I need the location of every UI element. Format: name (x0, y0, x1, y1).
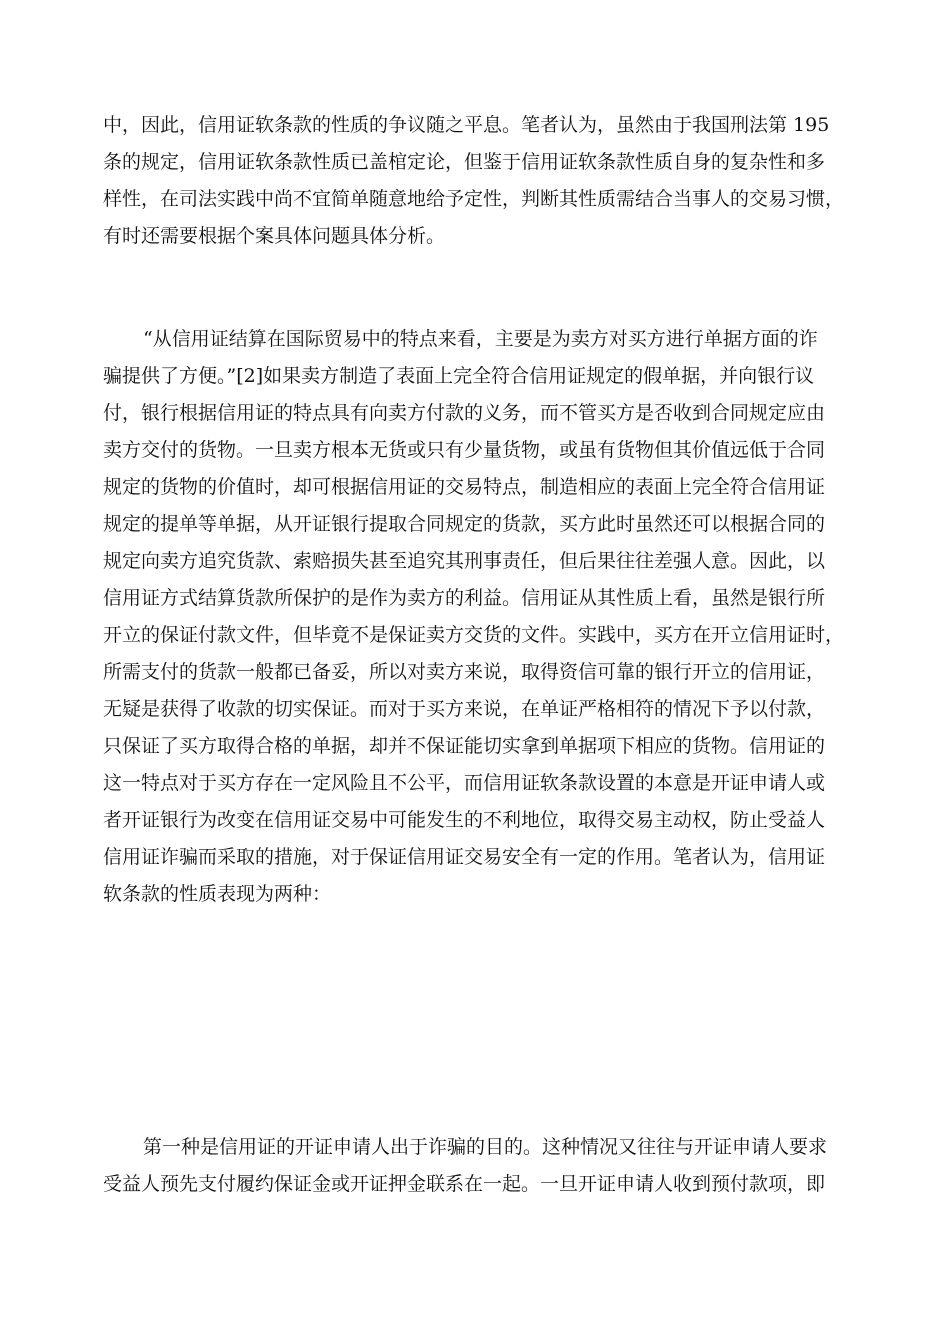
paragraph-2 (103, 321, 848, 913)
text-line: 软条款的性质表现为两种： (103, 883, 332, 905)
text-line: 付，银行根据信用证的特点具有向卖方付款的义务，而不管买方是否收到合同规定应由 (103, 402, 826, 424)
paragraph-3 (103, 1129, 848, 1203)
text-line: 受益人预先支付履约保证金或开证押金联系在一起。一旦开证申请人收到预付款项，即 (103, 1173, 826, 1195)
text-line: 规定向卖方追究货款、索赔损失甚至追究其刑事责任，但后果往往差强人意。因此，以 (103, 550, 826, 572)
text-line: 中，因此，信用证软条款的性质的争议随之平息。笔者认为，虽然由于我国刑法第 195 (103, 114, 830, 136)
text-line: 第一种是信用证的开证申请人出于诈骗的目的。这种情况又往往与开证申请人要求 (143, 1136, 828, 1158)
text-line: 规定的提单等单据，从开证银行提取合同规定的货款，买方此时虽然还可以根据合同的 (103, 513, 826, 535)
text-line: 无疑是获得了收款的切实保证。而对于买方来说，在单证严格相符的情况下予以付款， (103, 698, 826, 720)
text-line: 信用证诈骗而采取的措施，对于保证信用证交易安全有一定的作用。笔者认为，信用证 (103, 846, 826, 868)
text-line: 条的规定，信用证软条款性质已盖棺定论，但鉴于信用证软条款性质自身的复杂性和多 (103, 151, 826, 173)
text-line: 有时还需要根据个案具体问题具体分析。 (103, 225, 446, 247)
text-line: 卖方交付的货物。一旦卖方根本无货或只有少量货物，或虽有货物但其价值远低于合同 (103, 439, 826, 461)
text-line: 骗提供了方便。”[2]如果卖方制造了表面上完全符合信用证规定的假单据，并向银行议 (103, 365, 815, 387)
text-line: 信用证方式结算货款所保护的是作为卖方的利益。信用证从其性质上看，虽然是银行所 (103, 587, 826, 609)
text-line: 只保证了买方取得合格的单据，却并不保证能切实拿到单据项下相应的货物。信用证的 (103, 735, 826, 757)
text-line: 规定的货物的价值时，却可根据信用证的交易特点，制造相应的表面上完全符合信用证 (103, 476, 826, 498)
text-line: 样性，在司法实践中尚不宜简单随意地给予定性，判断其性质需结合当事人的交易习惯， (103, 188, 845, 210)
text-line: 开立的保证付款文件，但毕竟不是保证卖方交货的文件。实践中，买方在开立信用证时， (103, 624, 845, 646)
text-line: 所需支付的货款一般都已备妥，所以对卖方来说，取得资信可靠的银行开立的信用证， (103, 661, 826, 683)
text-line: 这一特点对于买方存在一定风险且不公平，而信用证软条款设置的本意是开证申请人或 (103, 772, 826, 794)
text-line: 者开证银行为改变在信用证交易中可能发生的不利地位，取得交易主动权，防止受益人 (103, 809, 826, 831)
paragraph-1 (103, 107, 848, 255)
text-line: “从信用证结算在国际贸易中的特点来看，主要是为卖方对买方进行单据方面的诈 (143, 328, 818, 350)
